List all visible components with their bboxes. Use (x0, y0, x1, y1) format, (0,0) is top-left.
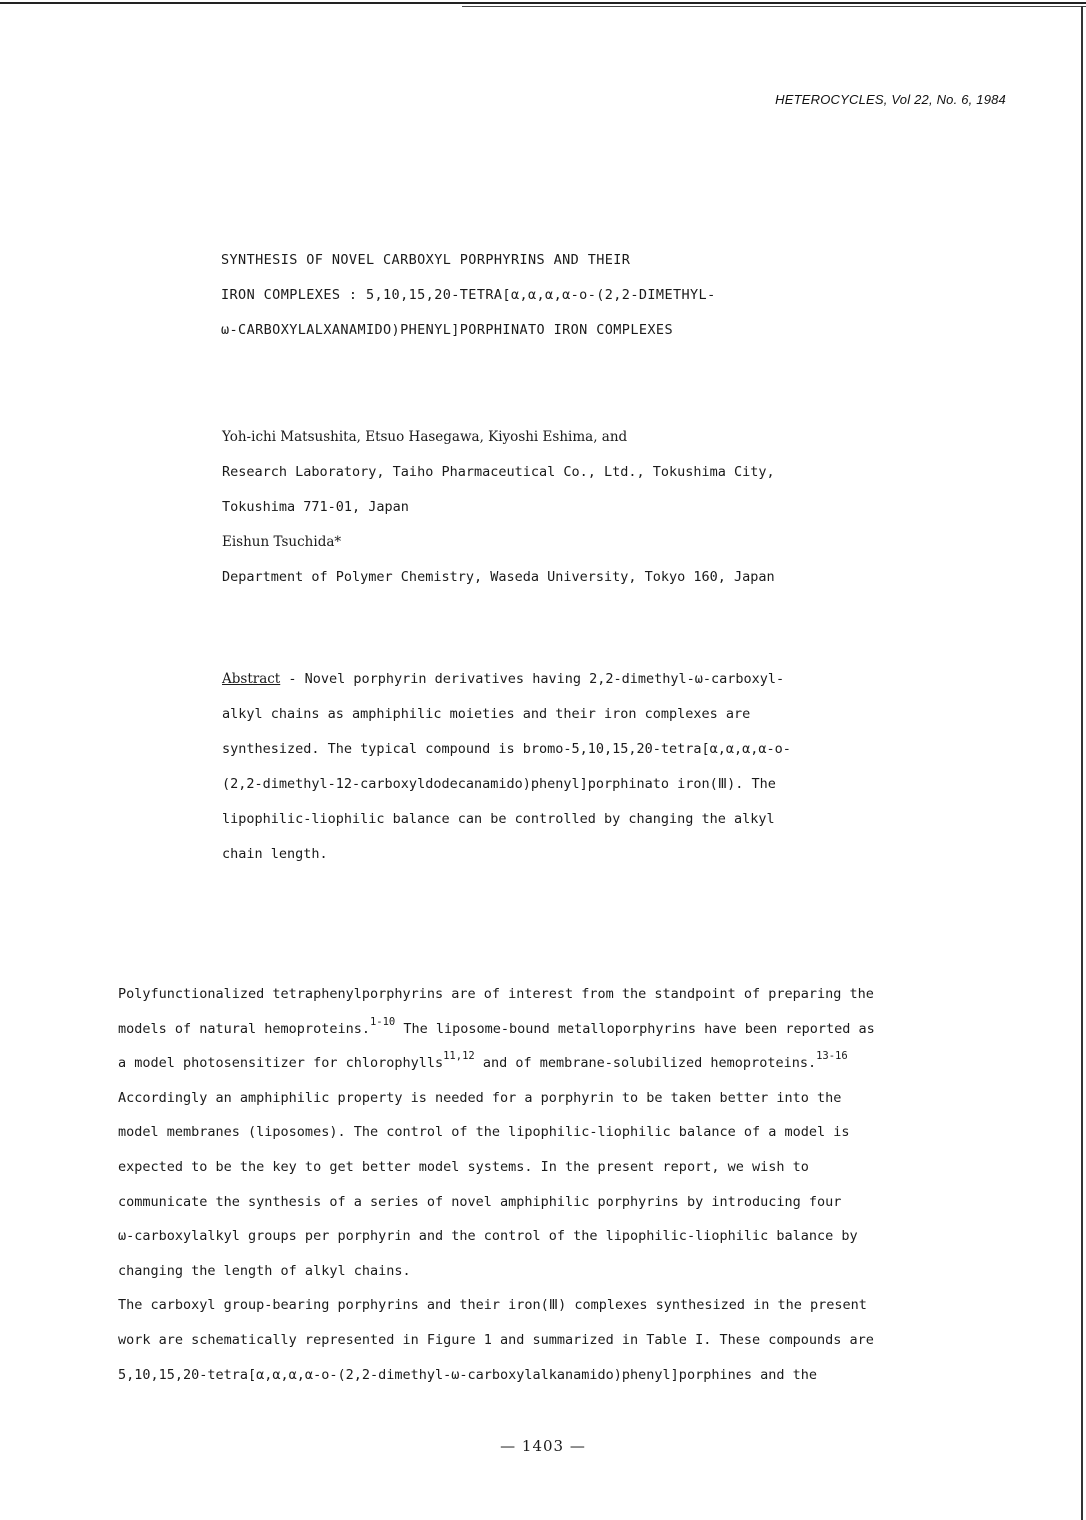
abstract-line (222, 662, 882, 697)
body-line (118, 1012, 998, 1047)
title-line: ω-CARBOXYLALXANAMIDO)PHENYL]PORPHINATO IRON COMPLEXES (221, 322, 673, 338)
body-line: expected to be the key to get better model systems. In the present report, we wish to (118, 1158, 809, 1175)
page-number: — 1403 — (500, 1437, 586, 1455)
body-text (118, 977, 998, 1392)
body-line: Accordingly an amphiphilic property is needed for a porphyrin to be taken better into the (118, 1089, 842, 1106)
title-line: IRON COMPLEXES : 5,10,15,20-TETRA[α,α,α,α-o-(2,2-DIMETHYL- (221, 287, 716, 303)
body-text-span: and of membrane-solubilized hemoproteins. (474, 1055, 817, 1072)
abstract-line: alkyl chains as amphiphilic moieties and their iron complexes are (222, 706, 751, 722)
body-line: 5,10,15,20-tetra[α,α,α,α-o-(2,2-dimethyl-ω-carboxylalkanamido)phenyl]porphines and the (118, 1366, 817, 1383)
citation-ref: 13-16 (816, 1050, 848, 1063)
abstract-block (222, 662, 882, 872)
abstract-line: synthesized. The typical compound is bromo-5,10,15,20-tetra[α,α,α,α-o- (222, 741, 791, 757)
right-border-line (1081, 6, 1083, 1520)
body-line: communicate the synthesis of a series of novel amphiphilic porphyrins by introducing four (118, 1193, 842, 1210)
author-names-2: Eishun Tsuchida* (222, 534, 342, 550)
abstract-text: - Novel porphyrin derivatives having 2,2-dimethyl-ω-carboxyl- (280, 671, 785, 687)
body-line: The carboxyl group-bearing porphyrins and their iron(Ⅲ) complexes synthesized in the present (118, 1297, 867, 1314)
paper-title (221, 243, 861, 348)
author-names: Yoh-ichi Matsushita, Etsuo Hasegawa, Kiyoshi Eshima, and (222, 429, 628, 445)
author-block (222, 420, 922, 595)
title-line: SYNTHESIS OF NOVEL CARBOXYL PORPHYRINS AND THEIR (221, 252, 631, 268)
body-line: ω-carboxylalkyl groups per porphyrin and the control of the lipophilic-liophilic balance by (118, 1228, 858, 1245)
top-border-line-secondary (462, 6, 1086, 7)
affiliation-line: Department of Polymer Chemistry, Waseda University, Tokyo 160, Japan (222, 569, 775, 585)
body-text-span: models of natural hemoproteins. (118, 1020, 370, 1037)
affiliation-line: Research Laboratory, Taiho Pharmaceutical Co., Ltd., Tokushima City, (222, 464, 775, 480)
abstract-line: chain length. (222, 846, 328, 862)
body-text-span: a model photosensitizer for chlorophylls (118, 1055, 444, 1072)
body-line (118, 1046, 998, 1081)
abstract-line: lipophilic-liophilic balance can be controlled by changing the alkyl (222, 811, 775, 827)
body-line: work are schematically represented in Figure 1 and summarized in Table I. These compounds are (118, 1331, 874, 1348)
body-line: model membranes (liposomes). The control of the lipophilic-liophilic balance of a model is (118, 1124, 850, 1141)
abstract-line: (2,2-dimethyl-12-carboxyldodecanamido)phenyl]porphinato iron(Ⅲ). The (222, 776, 776, 792)
affiliation-line: Tokushima 771-01, Japan (222, 499, 409, 515)
abstract-label: Abstract (222, 671, 281, 687)
citation-ref: 1-10 (369, 1015, 396, 1028)
body-line: Polyfunctionalized tetraphenylporphyrins are of interest from the standpoint of preparing the (118, 986, 874, 1002)
body-line: changing the length of alkyl chains. (118, 1262, 411, 1279)
body-text-span: The liposome-bound metalloporphyrins have been reported as (395, 1020, 875, 1037)
top-border-line (0, 2, 1086, 4)
journal-header: HETEROCYCLES, Vol 22, No. 6, 1984 (775, 92, 1006, 107)
citation-ref: 11,12 (443, 1050, 475, 1063)
